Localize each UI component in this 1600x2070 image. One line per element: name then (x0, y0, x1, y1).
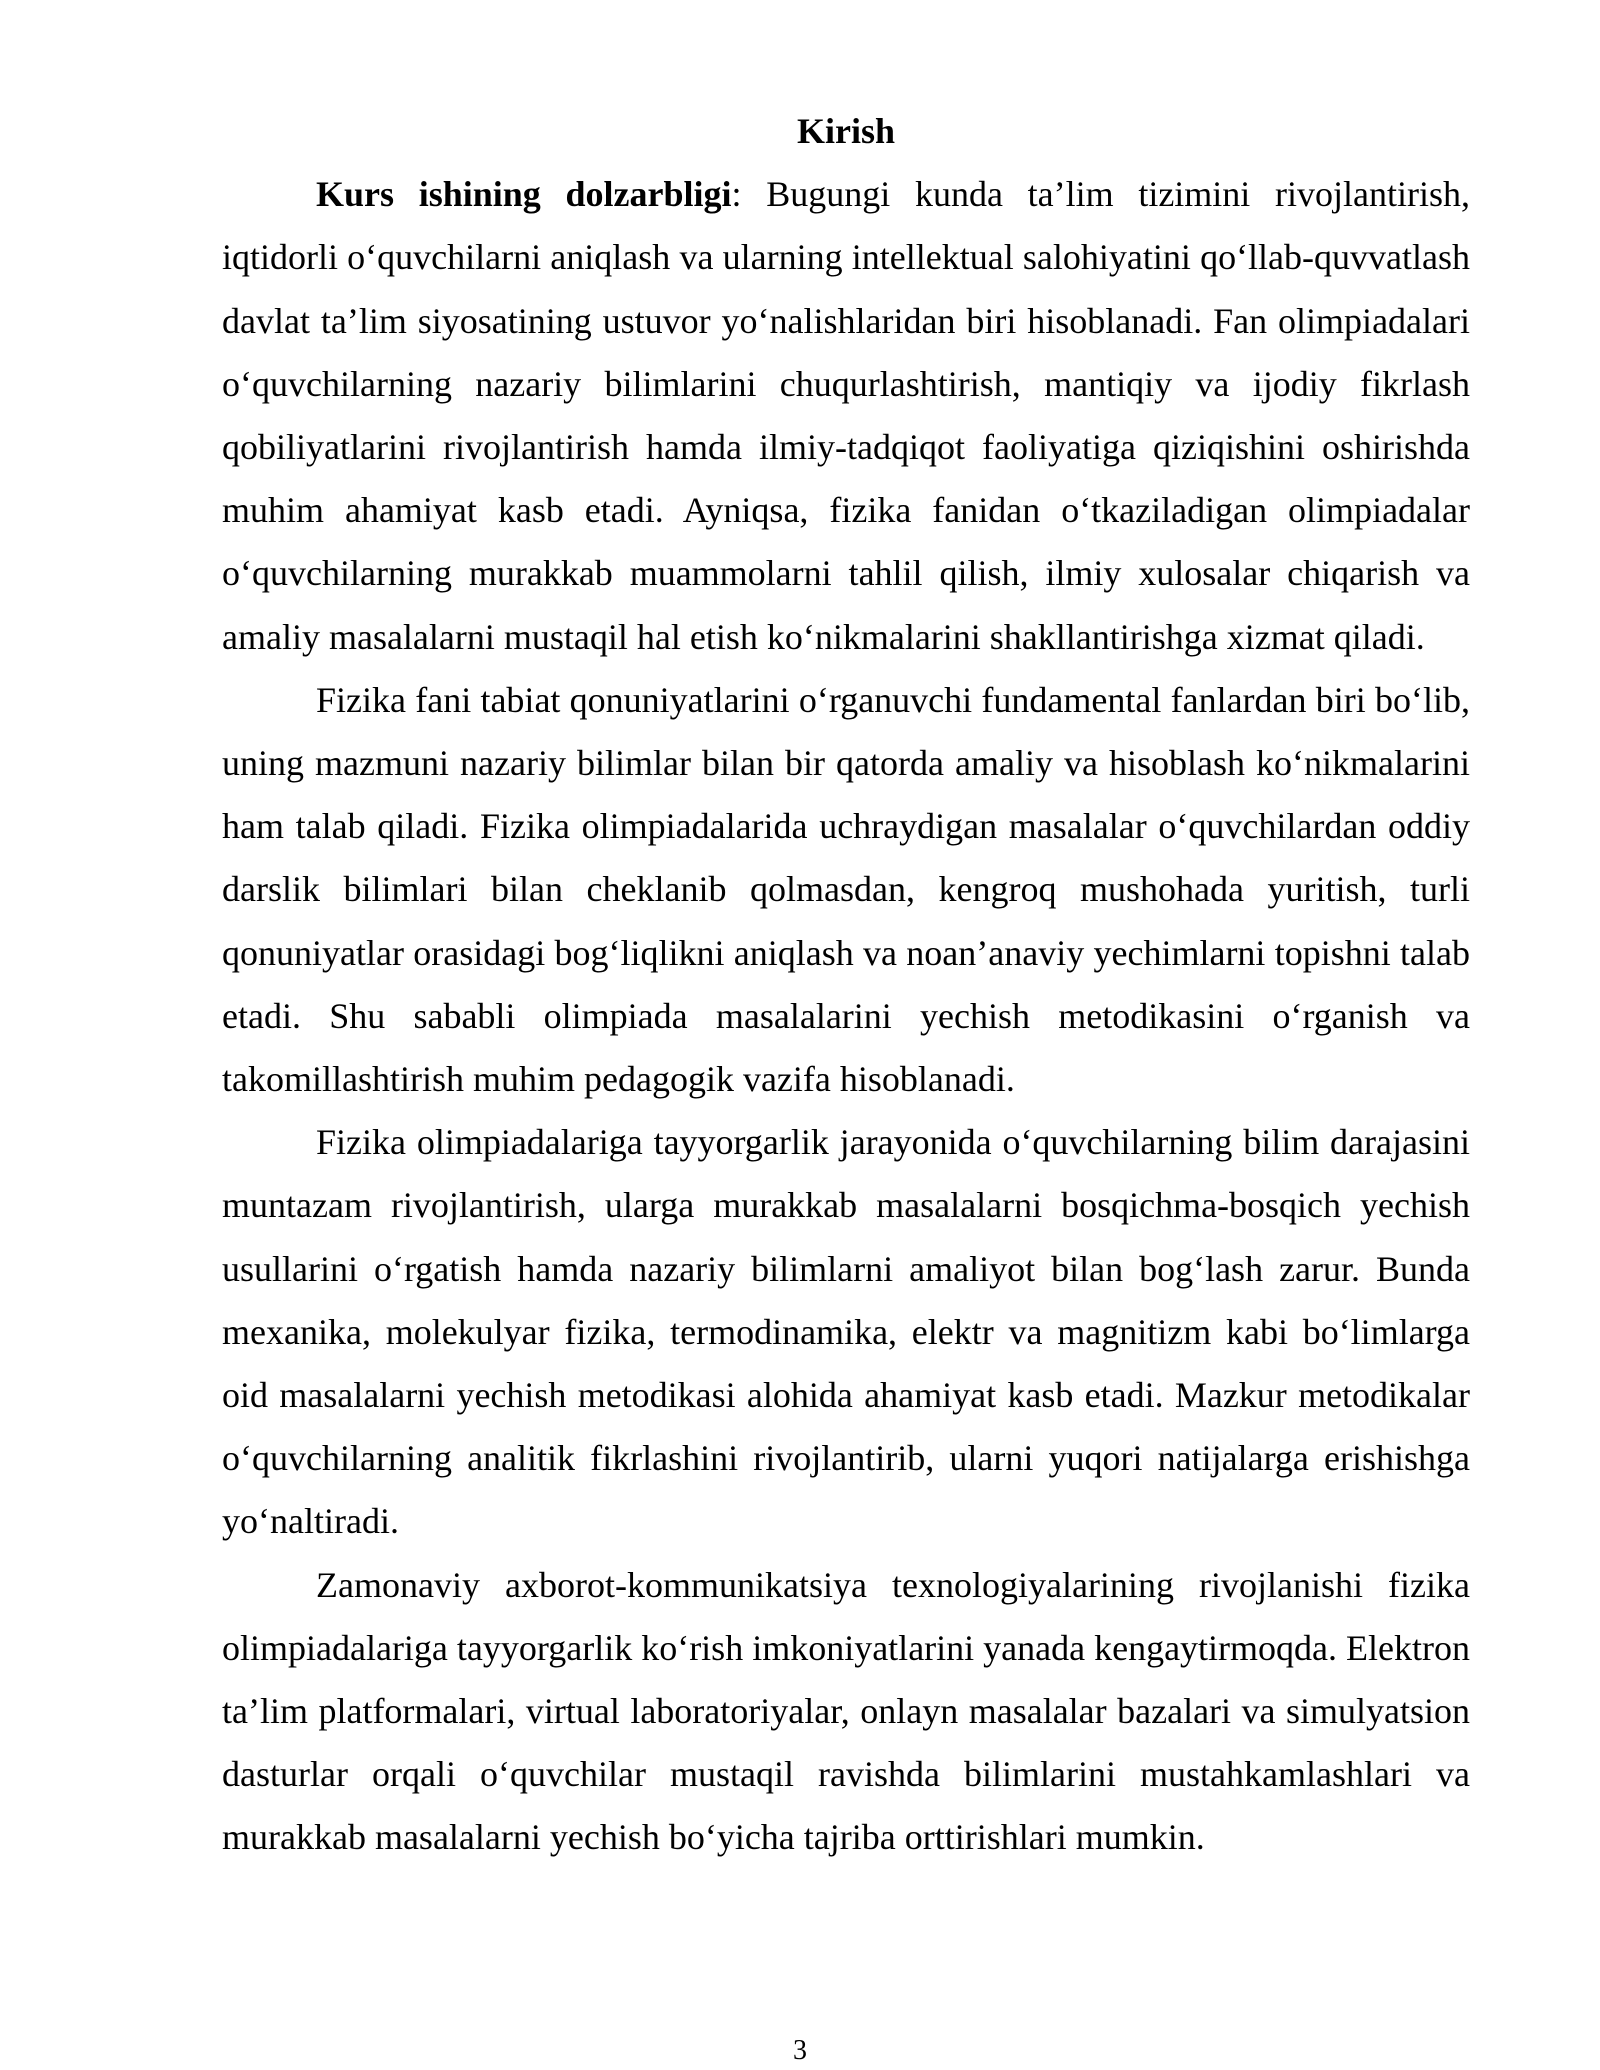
paragraph-lead-term: Kurs ishining dolzarbligi (316, 174, 732, 215)
paragraph-1 (222, 163, 1470, 669)
paragraph-3: Fizika olimpiadalariga tayyorgarlik jarayonida o‘quvchilarning bilim darajasini muntazam rivojlantirish, ularga murakkab masalalarni bosqichma-bosqich yechish usullarini o‘rgatish hamda nazariy bilimlarni amaliyot bilan bog‘lash zarur. Bunda mexanika, molekulyar fizika, termodinamika, elektr va magnitizm kabi bo‘limlarga oid masalalarni yechish metodikasi alohida ahamiyat kasb etadi. Mazkur metodikalar o‘quvchilarning analitik fikrlashini rivojlantirib, ularni yuqori natijalarga erishishga yo‘naltiradi. (222, 1122, 1470, 1542)
paragraph-4: Zamonaviy axborot-kommunikatsiya texnologiyalarining rivojlanishi fizika olimpiadalariga tayyorgarlik ko‘rish imkoniyatlarini yanada kengaytirmoqda. Elektron ta’lim platformalari, virtual laboratoriyalar, onlayn masalalar bazalari va simulyatsion dasturlar orqali o‘quvchilar mustaqil ravishda bilimlarini mustahkamlashlari va murakkab masalalarni yechish bo‘yicha tajriba orttirishlari mumkin. (222, 1564, 1470, 1858)
paragraph-1-text: : Bugungi kunda ta’lim tizimini rivojlantirish, iqtidorli o‘quvchilarni aniqlash va ularning intellektual salohiyatini qo‘llab-quvvatlash davlat ta’lim siyosatining ustuvor yo‘nalishlaridan biri hisoblanadi. Fan olimpiadalari o‘quvchilarning nazariy bilimlarini chuqurlashtirish, mantiqiy va ijodiy fikrlash qobiliyatlarini rivojlantirish hamda ilmiy-tadqiqot faoliyatiga qiziqishini oshirishda muhim ahamiyat kasb etadi. Ayniqsa, fizika fanidan o‘tkaziladigan olimpiadalar o‘quvchilarning murakkab muammolarni tahlil qilish, ilmiy xulosalar chiqarish va amaliy masalalarni mustaqil hal etish ko‘nikmalarini shakllantirishga xizmat qiladi. (222, 174, 1470, 657)
page-body (222, 100, 1470, 1870)
paragraph-2: Fizika fani tabiat qonuniyatlarini o‘rganuvchi fundamental fanlardan biri bo‘lib, uning mazmuni nazariy bilimlar bilan bir qatorda amaliy va hisoblash ko‘nikmalarini ham talab qiladi. Fizika olimpiadalarida uchraydigan masalalar o‘quvchilardan oddiy darslik bilimlari bilan cheklanib qolmasdan, kengroq mushohada yuritish, turli qonuniyatlar orasidagi bog‘liqlikni aniqlash va noan’anaviy yechimlarni topishni talab etadi. Shu sababli olimpiada masalalarini yechish metodikasini o‘rganish va takomillashtirish muhim pedagogik vazifa hisoblanadi. (222, 679, 1470, 1100)
section-heading: Kirish (796, 111, 895, 151)
page-number: 3 (793, 2035, 807, 2066)
